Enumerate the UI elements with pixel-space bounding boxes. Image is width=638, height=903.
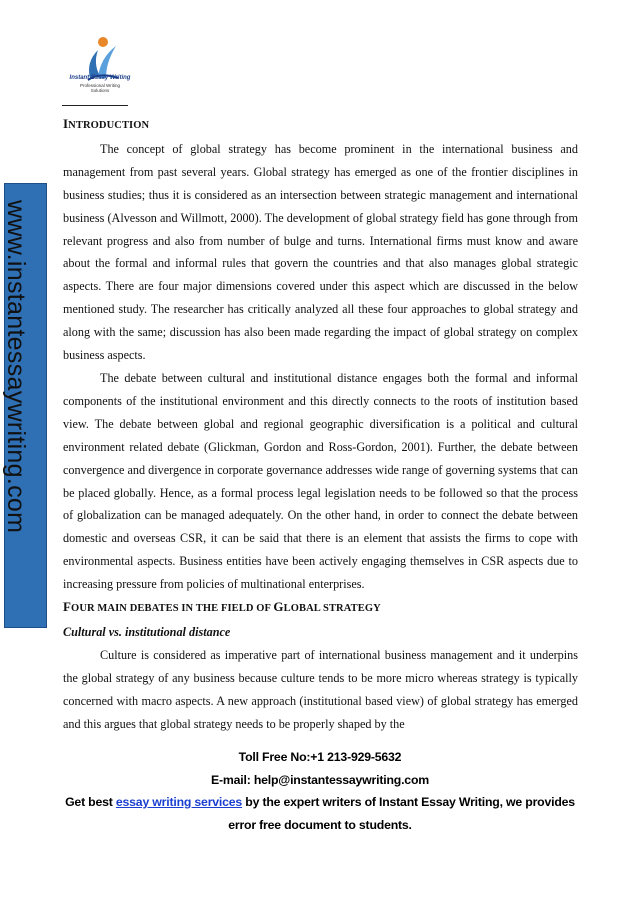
logo-subtitle	[60, 83, 140, 93]
sidebar-banner	[4, 183, 47, 628]
header-rule	[62, 105, 128, 106]
document-body	[63, 113, 578, 735]
logo-subtitle-line1: Professional Writing	[80, 83, 120, 88]
section-heading-introduction: INTRODUCTION	[63, 116, 150, 131]
footer-promo-line2: error free document to students.	[228, 817, 412, 832]
logo-subtitle-line2: Solutions	[90, 88, 110, 93]
paragraph-2: The debate between cultural and institutional distance engages both the formal and informal components of the institutional environment and this directly connects to the roots of institution based view. The debate between global and regional geographic diversification is a political and cultural environment related debate (Glickman, Gordon and Ross-Gordon, 2001). Further, the debate between convergence and divergence in corporate governance addresses wide range of governing systems that can be placed globally. Hence, as a formal process legal legislation needs to be followed so that the process of globalization can be managed adequately. On the other hand, in order to connect the debate between domestic and overseas CSR, it can be said that there is an element that assists the firms to cope with environmental aspects. Business entities have been actively engaging themselves in CSR aspects due to increasing pressure from policies of multinational enterprises.	[63, 370, 578, 592]
footer	[40, 746, 600, 836]
footer-toll-free: Toll Free No:+1 213-929-5632	[238, 750, 402, 764]
footer-email: E-mail: help@instantessaywriting.com	[211, 772, 429, 787]
logo-title: Instant Essay Writing	[69, 75, 131, 81]
sidebar-website-text: www.instantessaywriting.com	[2, 200, 30, 534]
footer-promo: Get best essay writing services by the expert writers of Instant Essay Writing, we provides	[65, 795, 575, 809]
subheading-cultural: Cultural vs. institutional distance	[63, 624, 231, 639]
section-heading-four-debates: FOUR MAIN DEBATES IN THE FIELD OF GLOBAL STRATEGY	[63, 599, 381, 615]
paragraph-1: The concept of global strategy has become prominent in the international business and management from past several years. Global strategy has emerged as one of the frontier disciplines in business studies; thus it is considered as an intersection between strategic management and international business (Alvesson and Willmott, 2000). The development of global strategy field has gone through from relevant progress and also from number of bulge and turns. International firms must know and aware about the formal and informal rules that govern the countries and that also manages global strategic aspects. There are four major dimensions covered under this aspect which are discussed in the below mentioned study. The researcher has critically analyzed all these four approaches to global strategy and along with the same; discussion has also been made regarding the impact of global strategy on complex business aspects.	[63, 141, 578, 363]
essay-services-link[interactable]: essay writing services	[115, 795, 243, 809]
paragraph-3: Culture is considered as imperative part of international business management and it underpins the global strategy of any business because culture tends to be more micro whereas strategy is typically concerned with macro aspects. A new approach (institutional based view) of global strategy has emerged and this argues that global strategy needs to be properly shaped by the	[63, 647, 578, 731]
